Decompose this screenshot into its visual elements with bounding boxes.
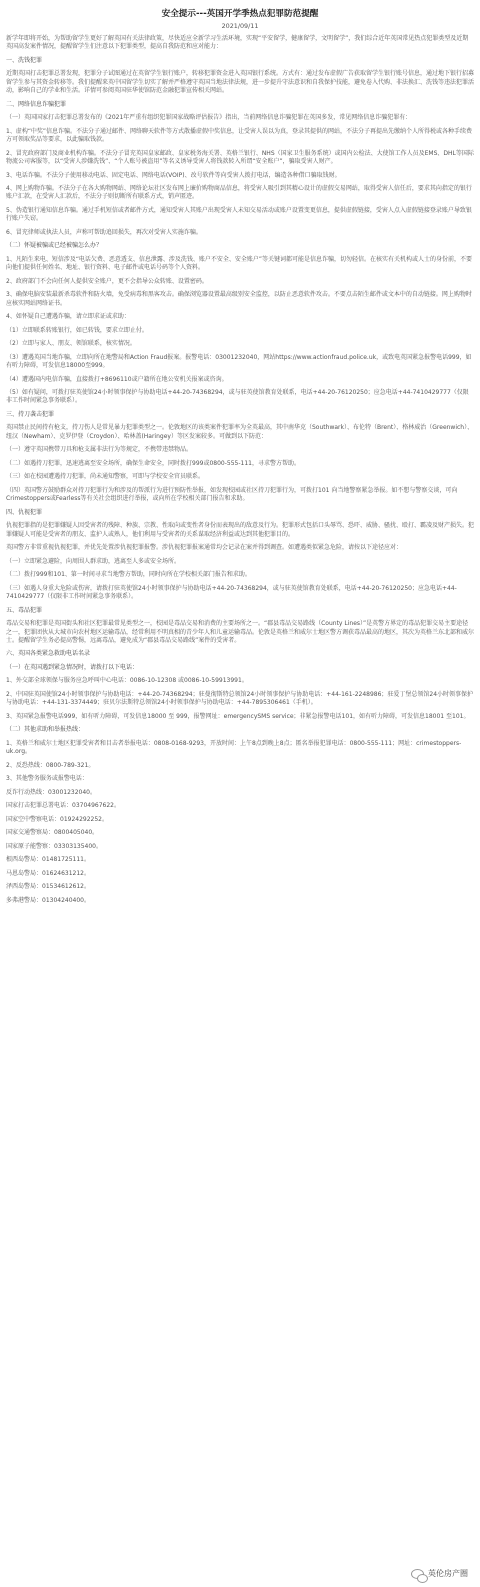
paragraph-text: 3、电话诈骗。不法分子使用移动电话、固定电话、网络电话(VOIP)、改号软件等向受害人拨打电话，编造各种借口骗取钱财。 <box>6 171 341 179</box>
paragraph-text: 2、冒充政府部门及商业机构诈骗。不法分子冒充英国皇家邮政、皇家税务海关署、英格兰银行、NHS（国家卫生服务系统）或国内公检法、大使馆工作人员及EMS、DHL等国际物流公司客服等，以“受害人涉嫌洗钱”、“个人账号被盗用”等名义诱导受害人将钱款转入所谓“安全账户”，骗取受害人财产。 <box>6 149 474 166</box>
paragraph <box>6 544 474 552</box>
paragraph <box>6 150 474 167</box>
paragraph <box>6 897 474 905</box>
paragraph-text: 国家原子能警察：03303135400。 <box>6 842 102 850</box>
paragraph-text: （2）立即与家人、朋友、领馆联系，核实情况。 <box>6 340 136 348</box>
paragraph <box>6 816 474 824</box>
paragraph-text: 新学年即将开始，为帮助留学生更好了解英国有关法律政策，尽快适应全新学习生活环境，实现“平安留学，健康留学，文明留学”，我们综合近年英国常见热点犯罪类型及近期英国高发案件情况，提醒留学生们注意以下犯罪类型，提高自我防范和应对能力： <box>6 35 469 51</box>
paragraph-text: （一）立即紧急避险，向周围人群求助，逃离至人多或安全场所。 <box>6 557 181 565</box>
paragraph <box>6 207 474 224</box>
paragraph-text: 仇视犯罪指的是犯罪嫌疑人因受害者的残障、种族、宗教、性取向或变性者身份而表现出的敌意及行为。犯罪形式包括口头辱骂、恐吓、威胁、骚扰、殴打、霸凌及财产损失。犯罪嫌疑人可能是受害者的朋友、监护人或熟人，他们利用与受害者的关系谋取经济利益或达到其他犯罪目的。 <box>6 522 475 538</box>
paragraph-text: 3、确保电脑安装最新杀毒软件和防火墙，免受病毒和黑客攻击。确保浏览器设置最高级别安全监控，以防止恶意软件攻击。不要点击陌生邮件或文本中的自动链接。网上购物时应核实网站网络证书。 <box>6 291 472 307</box>
paragraph <box>6 829 474 837</box>
paragraph-text: 3、其他警务服务或报警电话： <box>6 775 88 783</box>
paragraph-text: 近期英国打击犯罪总署发现，犯罪分子试图通过在英留学生银行账户，转移犯罪资金进入英国银行系统。方式有：通过发布虚假广告获取留学生银行账号信息，通过地下银行招募留学生参与其资金转移等。我们提醒来英中国留学生切实了解并严格遵守英国当地法律法规，进一步提升守法意识和自我保护技能，避免卷入代购、非法换汇、洗钱等违法犯罪活动，影响自己的学业和生活。详情可参阅英国驻华使馆防范金融犯罪宣传相关网站。 <box>6 70 475 95</box>
paragraph <box>6 571 474 579</box>
paragraph <box>6 713 474 721</box>
section-heading-text: 一、洗钱犯罪 <box>6 56 43 64</box>
paragraph <box>6 256 474 273</box>
paragraph <box>6 843 474 851</box>
paragraph <box>6 740 474 757</box>
paragraph-text: （三）如在校园遭遇持刀犯罪，尚未通知警察，可即与学校安全官员联系。 <box>6 473 205 481</box>
section-heading-text: 二、网络信息诈骗犯罪 <box>6 100 67 108</box>
section-heading <box>6 101 474 109</box>
section-heading-text: （二）其他求助和举报热线： <box>6 726 85 734</box>
section-heading-text: （二）怀疑被骗或已经被骗怎么办？ <box>6 242 103 250</box>
paragraph <box>6 389 474 406</box>
paragraph <box>6 585 474 602</box>
paragraph <box>6 354 474 371</box>
paragraph-text: 2、反恐热线：0800-789-321。 <box>6 761 95 769</box>
paragraph-text: 1、英格兰和威尔士地区犯罪受害者和目击者举报电话：0808-0168-9293，开放时间：上午8点到晚上8点；匿名举报犯罪电话：0800-555-111；网址：crimestoppers-uk.org。 <box>6 739 462 756</box>
paragraph-text: 6、冒充律师或执法人员，声称可帮助追回损失，再次对受害人实施诈骗。 <box>6 228 202 236</box>
paragraph <box>6 473 474 481</box>
paragraph-text: 4、如怀疑自己遭遇诈骗，请立即求证或求助： <box>6 313 130 321</box>
wechat-icon <box>411 1569 424 1579</box>
paragraph <box>6 70 474 95</box>
section-heading-text: 四、仇视犯罪 <box>6 508 43 516</box>
paragraph <box>6 229 474 237</box>
paragraph <box>6 762 474 770</box>
paragraph <box>6 291 474 308</box>
paragraph <box>6 620 474 645</box>
paragraph <box>6 460 474 468</box>
paragraph-text: 国家交通警察局：0800405040。 <box>6 829 99 837</box>
footer-watermark <box>0 1560 480 1587</box>
paragraph <box>6 128 474 145</box>
paragraph <box>6 35 474 52</box>
paragraph-text: 多弗港警局：01304240400。 <box>6 896 90 904</box>
paragraph-text: 3、英国紧急报警电话999，如有听力障碍，可发信息18000 至 999，报警网址：emergencySMS service；非紧急报警电话101，如有听力障碍，可发信息18001 至101。 <box>6 712 470 720</box>
paragraph-text: 英国禁止民间持有枪支，持刀伤人是常见暴力犯罪类型之一。伦敦地区的该类案件犯罪率为全英最高，其中南华克（Southwark）、布伦特（Brent）、格林威治（Greenwich）、纽汉（Newham）、克罗伊登（Croydon）、哈林盖(Haringey）等区发案较多。可做到以下防范： <box>6 424 474 440</box>
paragraph <box>6 522 474 539</box>
page-title: 安全提示---英国开学季热点犯罪防范提醒 <box>161 9 319 19</box>
paragraph <box>6 340 474 348</box>
paragraph <box>6 446 474 454</box>
paragraph <box>6 114 474 122</box>
section-heading <box>6 57 474 65</box>
paragraph <box>6 883 474 891</box>
paragraph <box>6 424 474 441</box>
paragraph-text: （一）遵守英国携带刀具和枪支属非法行为等规定，不携带违禁物品。 <box>6 446 193 454</box>
paragraph-text: （四）英国警方鼓励群众对持刀犯罪行为和涉及的帮派行为进行预防性举报，如发现校园或社区持刀犯罪行为，可拨打101 向当地警察紧急举报。如不想与警察交谈，可向Crimestoppers或Fearless等有关社会组织进行举报，或向所在学校相关部门报告和求助。 <box>6 486 458 503</box>
section-heading-text: 五、毒品犯罪 <box>6 606 43 614</box>
paragraph-text: 1、外交部全球领保与服务应急呼叫中心电话：0086-10-12308 或0086-10-59913991。 <box>6 677 248 685</box>
paragraph-text: 5、伪造银行通知信息诈骗。通过手机短信或者邮件方式，通知受害人其账户出现受害人未知交易活动或账户设置变更信息，提供虚假链接，受害人点入虚假链接登录账户导致银行账户失窃。 <box>6 206 472 223</box>
section-heading <box>6 726 474 734</box>
paragraph <box>6 172 474 180</box>
paragraph-text: （一）英国国家打击犯罪总署发布的《2021年严重有组织犯罪国家战略评估报告》指出，当前网络信息诈骗犯罪在英国多发，常见网络信息诈骗犯罪有： <box>6 114 412 122</box>
paragraph <box>6 327 474 335</box>
section-heading <box>6 650 474 658</box>
paragraph <box>6 856 474 864</box>
article-body <box>6 35 474 905</box>
paragraph-text: 反诈行动热线：03001232040。 <box>6 788 96 796</box>
paragraph-text: 根西岛警局：01481725111。 <box>6 856 90 864</box>
section-heading <box>6 664 474 672</box>
publish-date: 2021/09/11 <box>221 22 259 30</box>
section-heading <box>6 509 474 517</box>
paragraph-text: 国家打击犯罪总署电话：03704967622。 <box>6 802 120 810</box>
section-heading-text: （一）在英国遇到紧急情况时，请拨打以下电话： <box>6 663 139 671</box>
paragraph <box>6 802 474 810</box>
paragraph-text: 2、政府部门不会向任何人提供安全账户，更不会指导公众转账、设置密码。 <box>6 277 208 285</box>
section-heading <box>6 607 474 615</box>
paragraph <box>6 558 474 566</box>
paragraph-text: 毒品交易和犯罪是英国街头和社区犯罪最常见类型之一，校园是毒品交易和消费的主要场所之一。“郡县毒品交易路线（County Lines）”是英警方界定的毒品犯罪交易主要途径之一，犯罪团伙从大城市向农村地区运输毒品，经常利用不明真相的青少年人和儿童运输毒品。伦敦是英格兰和威尔士地区警方调获毒品最高的地区，其次为英格兰东北部和威尔士。提醒留学生务必提高警惕，远离毒品，避免成为“郡县毒品交易路线”案件的受害者。 <box>6 620 475 644</box>
paragraph-text: 马恩岛警局：01624631212。 <box>6 869 90 877</box>
paragraph-text: 英国警方非常重视仇视犯罪，并优先处置涉仇视犯罪报警。涉仇视犯罪报案通常均会记录在案并得到调查。如遭遇类似紧急危险，请按以下途径应对： <box>6 544 403 552</box>
paragraph <box>6 775 474 783</box>
paragraph-text: （4）遭遇国内电信诈骗，直接拨打+8696110或户籍所在地公安机关报案或咨询。 <box>6 375 228 383</box>
paragraph <box>6 313 474 321</box>
paragraph <box>6 185 474 202</box>
paragraph <box>6 376 474 384</box>
paragraph-text: （二）拨打999和101、第一时间寻求当地警方帮助，同时向所在学校相关部门报告和求助。 <box>6 571 251 579</box>
section-heading <box>6 411 474 419</box>
paragraph-text: 2、中国驻英国使馆24小时领事保护与协助电话：+44-20-74368294；驻曼彻斯特总领馆24小时领事保护与协助电话：+44-161-2248986；驻爱丁堡总领馆24小时领事保护与协助电话：+44-131-3374449；驻贝尔法斯特总领馆24小时领事保护与协助电话：+44-7895306461（手机）。 <box>6 690 474 707</box>
paragraph-text: （1）立即联系转账银行，如已转钱，要求立即止付。 <box>6 326 148 334</box>
paragraph <box>6 789 474 797</box>
paragraph-text: （5）如有疑问，可拨打驻英使馆24小时领事保护与协助电话+44-20-74368294，或与驻英使馆教育处联系，电话+44-20-76120250；应急电话+44-7410429777（仅限非工作时间紧急事务联系）。 <box>6 389 469 405</box>
paragraph <box>6 870 474 878</box>
brand-name: 英伦房产圈 <box>428 1569 468 1578</box>
section-heading-text: 六、英国各类紧急救助电话名录 <box>6 650 91 658</box>
paragraph <box>6 487 474 504</box>
paragraph-text: 4、网上购物诈骗。不法分子在各大购物网站、网络论坛社区发布网上廉价购物商品信息，将受害人吸引到其精心设计的虚假交易网站，取得受害人信任后，要求其向指定的银行账户汇款，在受害人汇款后，不法分子则切断所有联系方式，销声匿迹。 <box>6 185 472 201</box>
paragraph-text: 1、虚构“中奖”信息诈骗。不法分子通过邮件、网络聊天软件等方式散播虚假中奖信息，让受害人误以为真，登录其提供的网站，不法分子再提出先缴纳个人所得税或各种手续费方可领取奖品等要求，以此骗取钱款。 <box>6 127 473 144</box>
paragraph <box>6 278 474 286</box>
paragraph-text: （二）如遇持刀犯罪，迅速逃离至安全场所，确保生命安全，同时拨打999或0800-555-111，寻求警方帮助。 <box>6 459 300 467</box>
paragraph-text: 国家空中警察电话：01924292252。 <box>6 815 108 823</box>
section-heading <box>6 242 474 250</box>
paragraph <box>6 691 474 708</box>
paragraph-text: 1、凡陌生来电、短信涉及“电话欠费、恶意透支、信息泄露、涉及洗钱、账户不安全、安全账户”等关键词都可能是信息诈骗，切勿轻信。在核实有关机构或人士的身份前，不要向他们提供任何姓名、地址、银行资料、电子邮件或电话号码等个人资料。 <box>6 255 473 272</box>
paragraph-text: （三）如遇人身重大危险或伤害，请拨打驻英使馆24小时领事保护与协助电话+44-20-74368294，或与驻英使馆教育处联系，电话+44-20-76120250；应急电话+44-7410429777（仅限非工作时间紧急事务联系）。 <box>6 584 457 601</box>
paragraph-text: 泽西岛警局：01534612612。 <box>6 883 90 891</box>
paragraph-text: （3）遭遇英国当地诈骗，立即向所在地警局和Action Fraud报案。报警电话：03001232040，网站https://www.actionfraud.police.uk，或致电英国紧急报警电话999，如有听力障碍，可发信息18000至999。 <box>6 353 472 370</box>
section-heading-text: 三、持刀袭击犯罪 <box>6 410 55 418</box>
paragraph <box>6 677 474 685</box>
